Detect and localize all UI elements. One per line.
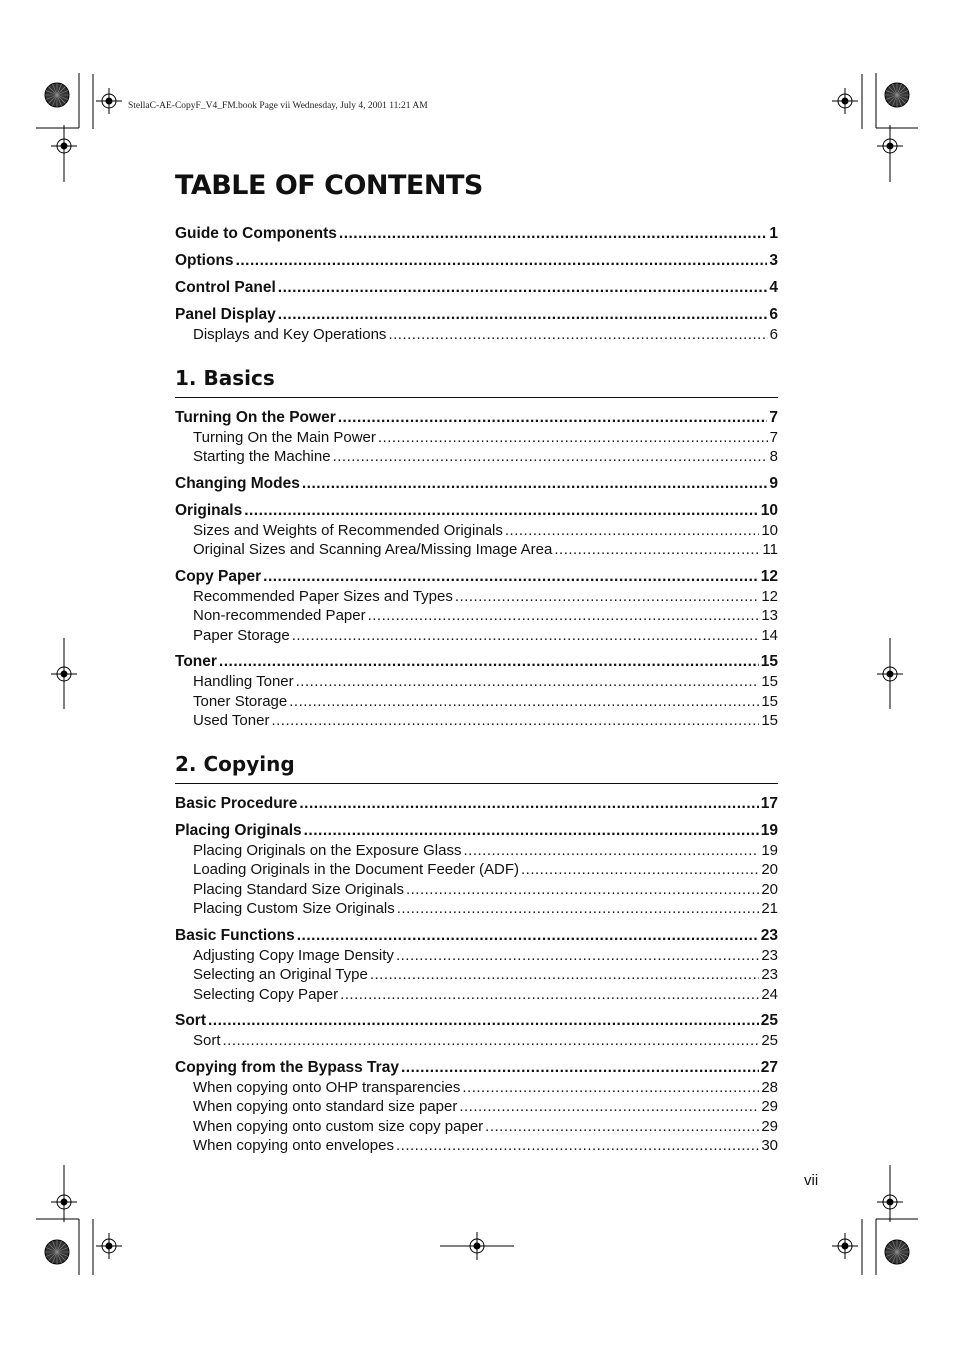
toc-entry-label: Adjusting Copy Image Density <box>193 946 394 964</box>
toc-page-number: 13 <box>761 607 778 624</box>
toc-subsection-entry <box>175 711 778 731</box>
toc-leader-dots <box>219 652 759 672</box>
toc-subsection-entry <box>175 1097 778 1117</box>
chapter-section <box>175 365 778 731</box>
toc-entry-label: When copying onto standard size paper <box>193 1098 458 1115</box>
table-of-contents <box>175 168 778 1156</box>
toc-subsection-entry <box>175 692 778 712</box>
toc-page-number: 27 <box>760 1058 778 1076</box>
toc-page-number: 25 <box>760 1012 778 1029</box>
toc-page-number: 21 <box>761 900 778 917</box>
toc-leader-dots <box>388 325 767 345</box>
toc-leader-dots <box>368 606 760 626</box>
toc-subsection-entry <box>175 899 778 919</box>
toc-leader-dots <box>244 501 759 521</box>
toc-leader-dots <box>208 1011 759 1031</box>
toc-page-number: 20 <box>761 880 778 898</box>
toc-page-number: 4 <box>769 279 778 296</box>
toc-leader-dots <box>297 926 759 946</box>
toc-leader-dots <box>304 821 759 841</box>
toc-leader-dots <box>463 841 759 861</box>
toc-entry-label: Sizes and Weights of Recommended Originals <box>193 521 503 539</box>
toc-section-entry <box>175 567 778 587</box>
toc-page-number: 1 <box>769 225 778 242</box>
toc-entry-label: Originals <box>175 501 243 519</box>
toc-entry-label: Selecting Copy Paper <box>193 985 339 1003</box>
chapter-title: 2. Copying <box>175 751 778 784</box>
toc-entry-label: Control Panel <box>175 279 276 296</box>
toc-leader-dots <box>554 540 760 560</box>
toc-page-number: 23 <box>760 926 778 944</box>
toc-subsection-entry <box>175 540 778 560</box>
toc-subsection-entry <box>175 860 778 880</box>
toc-entry-label: Copying from the Bypass Tray <box>175 1058 399 1076</box>
chapter-title: 1. Basics <box>175 365 778 398</box>
toc-entry-label: Non-recommended Paper <box>193 607 366 624</box>
toc-leader-dots <box>296 672 760 692</box>
toc-entry-label: Handling Toner <box>193 673 294 690</box>
toc-entry-label: Recommended Paper Sizes and Types <box>193 587 453 605</box>
toc-leader-dots <box>278 305 768 325</box>
chapters <box>175 365 778 1156</box>
toc-page-number: 23 <box>761 966 778 983</box>
toc-page-number: 29 <box>761 1117 778 1135</box>
toc-leader-dots <box>333 447 768 467</box>
toc-leader-dots <box>396 1136 759 1156</box>
toc-entry-label: Panel Display <box>175 306 276 323</box>
toc-entry-label: Basic Functions <box>175 926 295 944</box>
toc-leader-dots <box>340 985 759 1005</box>
toc-leader-dots <box>339 224 767 244</box>
toc-section-entry <box>175 1058 778 1078</box>
toc-leader-dots <box>263 567 759 587</box>
toc-leader-dots <box>406 880 759 900</box>
toc-page-number: 7 <box>769 428 778 446</box>
toc-leader-dots <box>223 1031 760 1051</box>
toc-entry-label: Turning On the Main Power <box>193 428 376 446</box>
toc-leader-dots <box>302 474 768 494</box>
toc-entry-label: When copying onto OHP transparencies <box>193 1078 461 1096</box>
toc-leader-dots <box>289 692 759 712</box>
toc-leader-dots <box>505 521 759 541</box>
toc-page-number: 28 <box>761 1078 778 1096</box>
toc-entry-label: Paper Storage <box>193 626 290 644</box>
toc-page-number: 6 <box>769 326 778 343</box>
toc-leader-dots <box>397 899 760 919</box>
toc-section-entry <box>175 794 778 814</box>
toc-section-entry <box>175 501 778 521</box>
toc-page-number: 3 <box>769 252 778 269</box>
toc-subsection-entry <box>175 1117 778 1137</box>
toc-subsection-entry <box>175 325 778 345</box>
toc-entry-label: Options <box>175 252 234 269</box>
toc-subsection-entry <box>175 626 778 646</box>
toc-leader-dots <box>236 251 768 271</box>
toc-entry-label: Loading Originals in the Document Feeder (ADF) <box>193 861 519 878</box>
toc-entry-label: Original Sizes and Scanning Area/Missing Image Area <box>193 541 553 558</box>
toc-entry-label: Placing Custom Size Originals <box>193 900 395 917</box>
toc-subsection-entry <box>175 587 778 607</box>
toc-page-number: 17 <box>760 794 778 812</box>
toc-page-number: 29 <box>761 1098 778 1115</box>
toc-page-number: 10 <box>761 521 778 539</box>
toc-leader-dots <box>338 408 768 428</box>
toc-leader-dots <box>455 587 759 607</box>
toc-section-entry <box>175 1011 778 1031</box>
page-number: vii <box>804 1172 819 1189</box>
print-header: StellaC-AE-CopyF_V4_FM.book Page vii Wednesday, July 4, 2001 11:21 AM <box>128 101 428 111</box>
chapter-section <box>175 751 778 1156</box>
toc-page-number: 24 <box>761 985 778 1003</box>
toc-entry-label: Placing Originals <box>175 821 302 839</box>
toc-leader-dots <box>459 1097 759 1117</box>
toc-entry-label: Basic Procedure <box>175 794 298 812</box>
toc-page-number: 25 <box>761 1032 778 1049</box>
toc-subsection-entry <box>175 880 778 900</box>
toc-entry-label: Starting the Machine <box>193 448 331 465</box>
toc-entry-label: Placing Originals on the Exposure Glass <box>193 841 462 859</box>
toc-page-number: 11 <box>762 541 778 558</box>
toc-entry-label: Displays and Key Operations <box>193 326 387 343</box>
toc-page-number: 30 <box>761 1137 778 1154</box>
toc-entry-label: Toner Storage <box>193 692 288 710</box>
toc-page-number: 9 <box>769 474 778 492</box>
front-matter-entries <box>175 224 778 345</box>
page-title: TABLE OF CONTENTS <box>175 170 483 201</box>
toc-subsection-entry <box>175 447 778 467</box>
toc-subsection-entry <box>175 1136 778 1156</box>
toc-subsection-entry <box>175 606 778 626</box>
toc-entry-label: Sort <box>175 1012 206 1029</box>
toc-section-entry <box>175 474 778 494</box>
toc-leader-dots <box>521 860 759 880</box>
toc-entry-label: Sort <box>193 1032 221 1049</box>
toc-entry-label: Changing Modes <box>175 474 300 492</box>
toc-leader-dots <box>278 278 768 298</box>
toc-page-number: 15 <box>760 653 778 670</box>
toc-entry-label: Toner <box>175 653 217 670</box>
toc-subsection-entry <box>175 428 778 448</box>
toc-subsection-entry <box>175 985 778 1005</box>
toc-leader-dots <box>271 711 759 731</box>
toc-leader-dots <box>378 428 768 448</box>
toc-leader-dots <box>462 1078 759 1098</box>
toc-section-entry <box>175 821 778 841</box>
toc-subsection-entry <box>175 672 778 692</box>
toc-leader-dots <box>401 1058 759 1078</box>
toc-section-entry <box>175 652 778 672</box>
toc-subsection-entry <box>175 946 778 966</box>
toc-subsection-entry <box>175 521 778 541</box>
toc-page-number: 7 <box>769 408 778 426</box>
toc-leader-dots <box>396 946 759 966</box>
toc-page-number: 6 <box>769 306 778 323</box>
toc-leader-dots <box>292 626 760 646</box>
toc-page-number: 15 <box>761 673 778 690</box>
toc-entry-label: Turning On the Power <box>175 408 336 426</box>
toc-entry-label: When copying onto envelopes <box>193 1137 394 1154</box>
toc-page-number: 12 <box>760 567 778 585</box>
toc-entry-label: Copy Paper <box>175 567 262 585</box>
toc-page-number: 19 <box>761 841 778 859</box>
toc-section-entry <box>175 408 778 428</box>
toc-page-number: 20 <box>761 861 778 878</box>
toc-section-entry <box>175 224 778 244</box>
toc-subsection-entry <box>175 841 778 861</box>
toc-leader-dots <box>299 794 758 814</box>
toc-page-number: 14 <box>761 626 778 644</box>
toc-leader-dots <box>370 965 759 985</box>
toc-page-number: 19 <box>760 821 778 839</box>
toc-section-entry <box>175 278 778 298</box>
toc-subsection-entry <box>175 1078 778 1098</box>
toc-entry-label: Guide to Components <box>175 225 337 242</box>
toc-page-number: 8 <box>769 448 778 465</box>
toc-section-entry <box>175 251 778 271</box>
toc-subsection-entry <box>175 1031 778 1051</box>
toc-page-number: 10 <box>760 501 778 519</box>
toc-entry-label: When copying onto custom size copy paper <box>193 1117 484 1135</box>
toc-page-number: 23 <box>761 946 778 964</box>
toc-subsection-entry <box>175 965 778 985</box>
toc-page-number: 15 <box>761 692 778 710</box>
toc-section-entry <box>175 305 778 325</box>
toc-page-number: 15 <box>761 712 778 729</box>
toc-entry-label: Used Toner <box>193 712 270 729</box>
toc-section-entry <box>175 926 778 946</box>
toc-leader-dots <box>485 1117 759 1137</box>
toc-entry-label: Selecting an Original Type <box>193 966 368 983</box>
toc-page-number: 12 <box>761 587 778 605</box>
toc-entry-label: Placing Standard Size Originals <box>193 880 404 898</box>
